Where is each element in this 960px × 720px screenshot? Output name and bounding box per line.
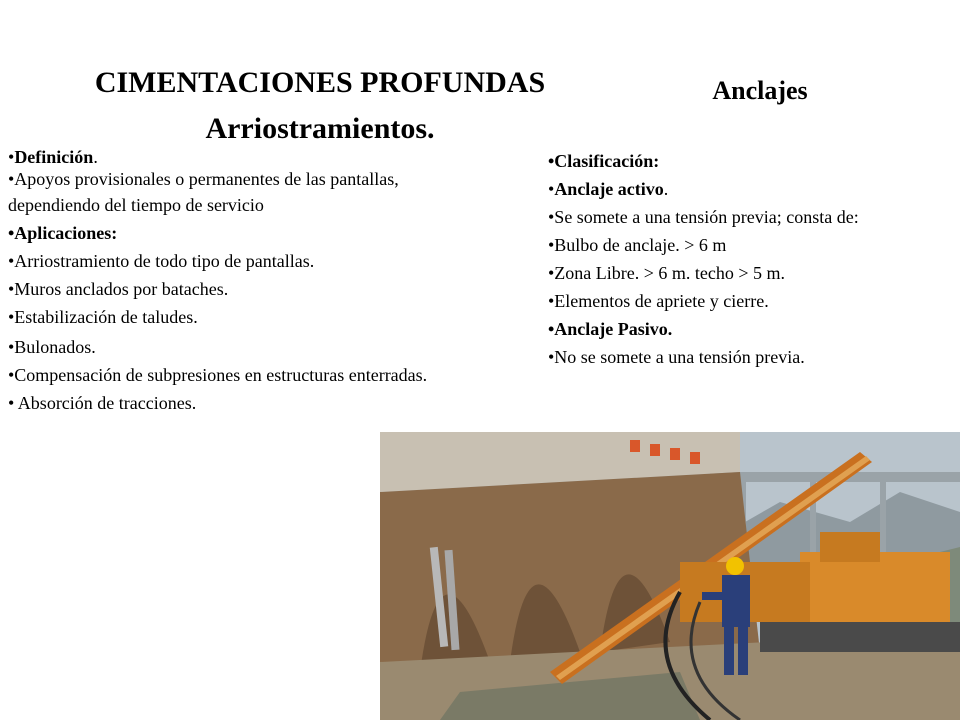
list-item: •Zona Libre. > 6 m. techo > 5 m. [548,263,786,283]
list-item: •Bulonados. [8,337,96,357]
page-title: CIMENTACIONES PROFUNDAS [94,66,546,99]
section-title-anclajes: Anclajes [712,76,808,105]
left-bullet-list [8,146,468,414]
list-item: •Anclaje activo. [548,179,669,199]
list-item: •Bulbo de anclaje. > 6 m [548,235,727,255]
list-item: •Definición. [8,147,98,167]
list-item: •Arriostramiento de todo tipo de pantallas. [8,251,315,271]
list-item: •Aplicaciones: [8,223,118,243]
list-item: •Se somete a una tensión previa; consta de: [548,207,859,227]
list-item: •Compensación de subpresiones en estructuras enterradas. [8,365,428,385]
list-item: •Estabilización de taludes. [8,307,198,327]
list-item: •Anclaje Pasivo. [548,319,673,339]
drilling-rig-photo-icon [380,432,960,720]
right-bullet-list [548,150,948,368]
list-item: •Apoyos provisionales o permanentes de las pantallas, [8,169,399,189]
page-subtitle: Arriostramientos. [205,112,435,145]
list-item: •Clasificación: [548,151,660,171]
list-item: •Elementos de apriete y cierre. [548,291,769,311]
list-item: •No se somete a una tensión previa. [548,347,805,367]
list-item: • Absorción de tracciones. [8,393,197,413]
list-item: dependiendo del tiempo de servicio [8,195,264,215]
list-item: •Muros anclados por bataches. [8,279,229,299]
